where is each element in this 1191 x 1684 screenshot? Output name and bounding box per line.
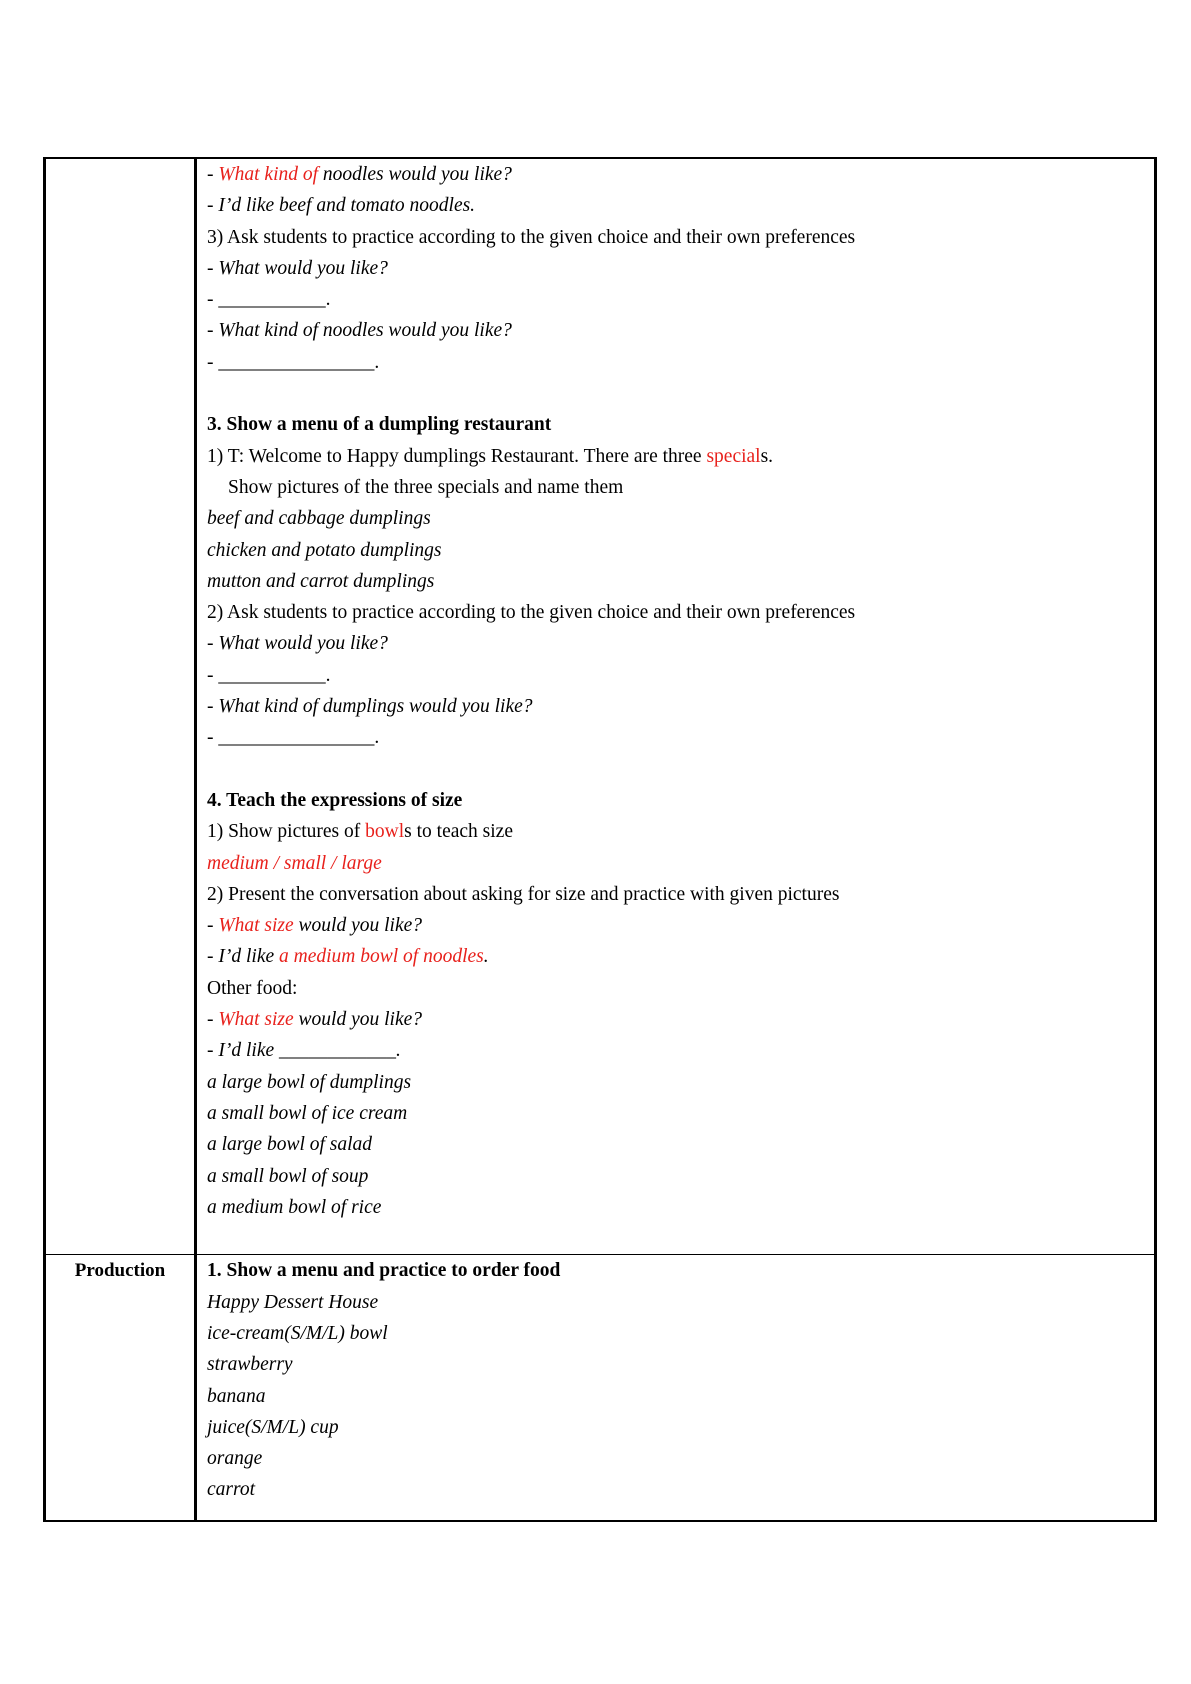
list-item: a large bowl of dumplings — [207, 1071, 412, 1093]
text-line: 3) Ask students to practice according to the given choice and their own preferences — [207, 226, 856, 248]
list-item: a large bowl of salad — [207, 1134, 373, 1156]
text-line: - What would you like? — [207, 633, 388, 655]
section-heading: 4. Teach the expressions of size — [207, 789, 463, 811]
text-line: - ________________. — [207, 727, 380, 749]
text-line: - What kind of noodles would you like? — [207, 320, 512, 342]
text-line: Show pictures of the three specials and name them — [228, 476, 624, 498]
text-line: 2) Present the conversation about asking for size and practice with given pictures — [207, 883, 840, 905]
list-item: a medium bowl of rice — [207, 1196, 382, 1218]
text-line: Other food: — [207, 977, 298, 999]
text-line: 1) Show pictures of bowls to teach size — [207, 821, 513, 843]
size-options: medium / small / large — [207, 852, 382, 874]
text-line: - What would you like? — [207, 257, 388, 279]
production-content-cell — [196, 1255, 1156, 1521]
spacer — [207, 1223, 1154, 1254]
stage-label-cell-empty — [45, 158, 196, 1255]
stage-label: Production — [74, 1260, 166, 1282]
text-line: 1) T: Welcome to Happy dumplings Restaurant. There are three specials. — [207, 445, 774, 467]
text-line: - What kind of dumplings would you like? — [207, 696, 533, 718]
text-line: - What kind of noodles would you like? — [207, 164, 512, 185]
list-item: beef and cabbage dumplings — [207, 508, 431, 530]
section-heading: 3. Show a menu of a dumpling restaurant — [207, 414, 552, 436]
text-line: - I’d like ____________. — [207, 1040, 401, 1062]
text-line: - ________________. — [207, 351, 380, 373]
text-line: - What size would you like? — [207, 1009, 423, 1031]
list-item: chicken and potato dumplings — [207, 539, 442, 561]
lesson-plan-table — [43, 157, 1157, 1522]
text-line: - ___________. — [207, 289, 331, 311]
text-line: - What size would you like? — [207, 915, 423, 937]
section-heading: 1. Show a menu and practice to order food — [207, 1260, 561, 1282]
table-row-production — [45, 1255, 1156, 1521]
text-line: 2) Ask students to practice according to the given choice and their own preferences — [207, 602, 856, 624]
list-item: a small bowl of ice cream — [207, 1102, 408, 1124]
menu-item: orange — [207, 1448, 263, 1470]
menu-item: ice-cream(S/M/L) bowl — [207, 1322, 388, 1344]
stage-label-cell — [45, 1255, 196, 1521]
menu-title: Happy Dessert House — [207, 1291, 379, 1313]
menu-item: banana — [207, 1385, 266, 1407]
list-item: a small bowl of soup — [207, 1165, 369, 1187]
menu-item: juice(S/M/L) cup — [207, 1416, 339, 1438]
spacer — [207, 378, 1154, 409]
text-line: - I’d like a medium bowl of noodles. — [207, 946, 489, 968]
text-line: - I’d like beef and tomato noodles. — [207, 195, 476, 217]
text-line: - ___________. — [207, 664, 331, 686]
practice-content-cell — [196, 158, 1156, 1255]
spacer — [207, 754, 1154, 785]
list-item: mutton and carrot dumplings — [207, 570, 435, 592]
menu-item: strawberry — [207, 1354, 293, 1376]
menu-item: carrot — [207, 1479, 256, 1501]
table-row-practice — [45, 158, 1156, 1255]
spacer — [207, 1506, 1154, 1520]
